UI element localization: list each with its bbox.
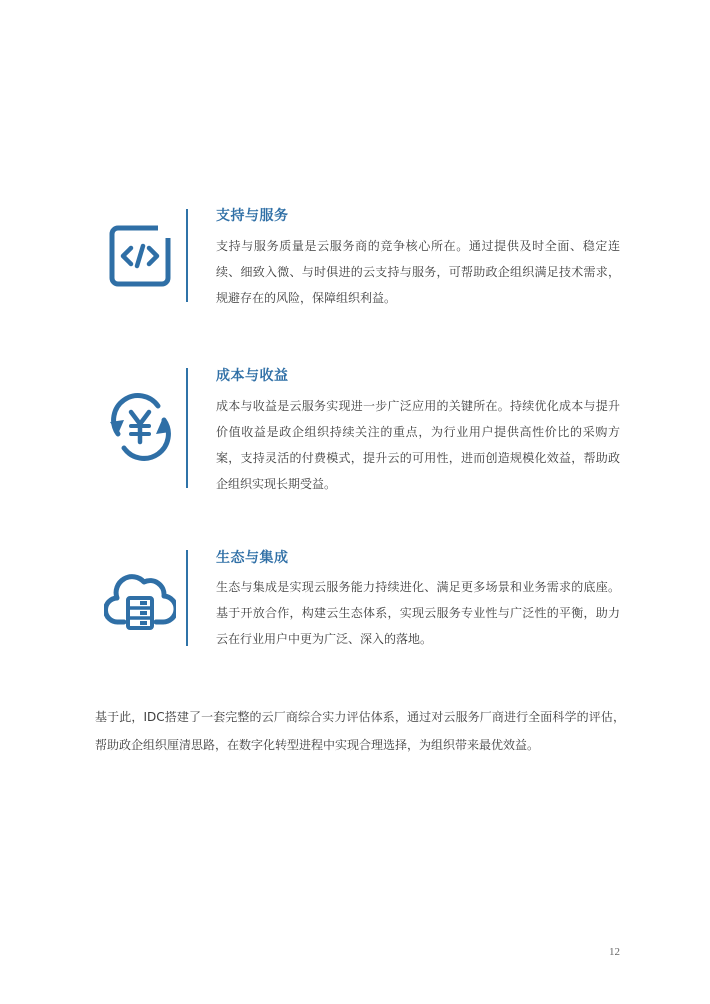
summary-paragraph: 基于此，IDC搭建了一套完整的云厂商综合实力评估体系，通过对云服务厂商进行全面科学的评估，帮助政企组织厘清思路，在数字化转型进程中实现合理选择，为组织带来最优效益。 <box>95 710 625 752</box>
section-divider-line <box>186 550 188 646</box>
section-body: 支持与服务质量是云服务商的竞争核心所在。通过提供及时全面、稳定连续、细致入微、与时俱进的云支持与服务，可帮助政企组织满足技术需求，规避存在的风险，保障组织利益。 <box>216 239 620 305</box>
section-divider-line <box>186 368 188 488</box>
cloud-server-icon <box>104 566 176 638</box>
section-title: 支持与服务 <box>216 208 289 224</box>
code-window-icon <box>104 220 176 292</box>
section-body: 成本与收益是云服务实现进一步广泛应用的关键所在。持续优化成本与提升价值收益是政企组织持续关注的重点，为行业用户提供高性价比的采购方案，支持灵活的付费模式，提升云的可用性，进而创造规模化效益，帮助政企组织实现长期受益。 <box>216 399 620 491</box>
section-title: 成本与收益 <box>216 368 289 384</box>
page-number: 12 <box>609 946 620 958</box>
section-body: 生态与集成是实现云服务能力持续进化、满足更多场景和业务需求的底座。基于开放合作，构建云生态体系，实现云服务专业性与广泛性的平衡，助力云在行业用户中更为广泛、深入的落地。 <box>216 580 620 646</box>
section-title: 生态与集成 <box>216 550 289 566</box>
section-divider-line <box>186 209 188 302</box>
yuan-cycle-icon <box>104 390 176 462</box>
